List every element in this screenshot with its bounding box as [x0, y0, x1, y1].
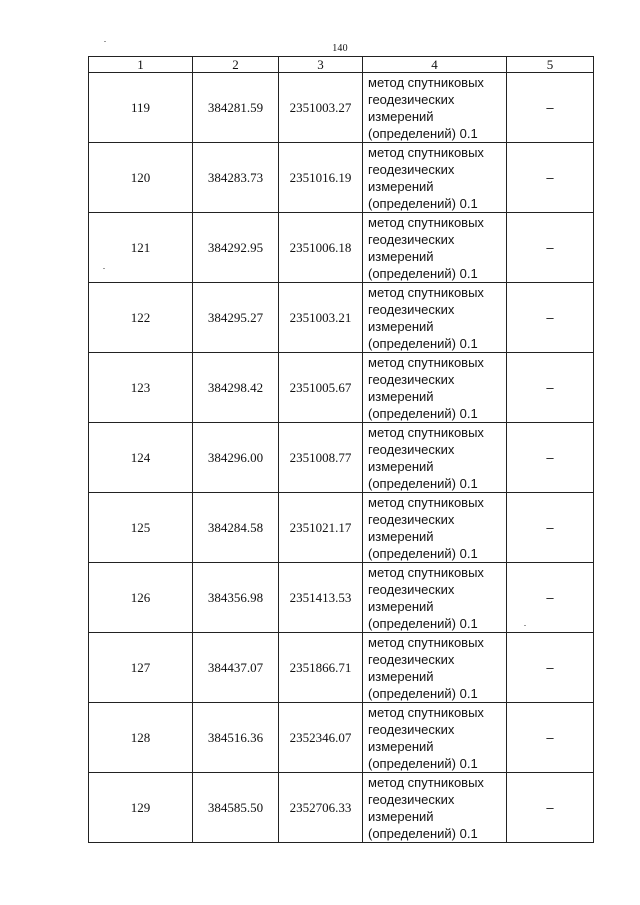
- method-line: метод спутниковых: [368, 704, 484, 720]
- method-line: метод спутниковых: [368, 214, 484, 230]
- note-dash: –: [507, 703, 594, 773]
- coordinate-x: 384295.27: [193, 283, 279, 353]
- note-dash: –: [507, 773, 594, 843]
- method-line: метод спутниковых: [368, 74, 484, 90]
- column-header-x: 2: [193, 57, 279, 73]
- method-cell: [363, 423, 507, 493]
- method-line: метод спутниковых: [368, 284, 484, 300]
- method-cell: [363, 143, 507, 213]
- method-line: геодезических: [368, 721, 455, 737]
- method-line: (определений) 0.1: [368, 825, 478, 841]
- method-line: геодезических: [368, 651, 455, 667]
- method-line: измерений: [368, 178, 434, 194]
- page-number: 140: [332, 43, 348, 54]
- method-cell: [363, 773, 507, 843]
- method-line: геодезических: [368, 511, 455, 527]
- method-line: геодезических: [368, 441, 455, 457]
- method-line: измерений: [368, 318, 434, 334]
- table-row: [89, 423, 594, 493]
- coordinate-y: 2352346.07: [279, 703, 363, 773]
- note-dash: –: [507, 73, 594, 143]
- method-line: измерений: [368, 528, 434, 544]
- coordinates-table: [88, 56, 594, 843]
- coordinate-x: 384516.36: [193, 703, 279, 773]
- method-cell: [363, 213, 507, 283]
- method-cell: [363, 283, 507, 353]
- column-header-y: 3: [279, 57, 363, 73]
- table-row: [89, 773, 594, 843]
- method-line: (определений) 0.1: [368, 405, 478, 421]
- point-number: 120: [89, 143, 193, 213]
- coordinate-y: 2351866.71: [279, 633, 363, 703]
- scan-speck: [104, 41, 106, 42]
- note-dash: –: [507, 283, 594, 353]
- method-cell: [363, 703, 507, 773]
- table-row: [89, 703, 594, 773]
- note-dash: –: [507, 563, 594, 633]
- method-line: метод спутниковых: [368, 494, 484, 510]
- method-cell: [363, 353, 507, 423]
- point-number: 126: [89, 563, 193, 633]
- method-line: геодезических: [368, 231, 455, 247]
- method-line: (определений) 0.1: [368, 125, 478, 141]
- method-line: (определений) 0.1: [368, 685, 478, 701]
- point-number: 119: [89, 73, 193, 143]
- method-line: (определений) 0.1: [368, 475, 478, 491]
- coordinate-y: 2352706.33: [279, 773, 363, 843]
- method-line: измерений: [368, 108, 434, 124]
- point-number: 125: [89, 493, 193, 563]
- method-line: геодезических: [368, 791, 455, 807]
- table-row: [89, 143, 594, 213]
- point-number: 121: [89, 213, 193, 283]
- method-line: метод спутниковых: [368, 144, 484, 160]
- method-cell: [363, 563, 507, 633]
- method-line: (определений) 0.1: [368, 335, 478, 351]
- method-line: (определений) 0.1: [368, 265, 478, 281]
- method-line: метод спутниковых: [368, 424, 484, 440]
- method-cell: [363, 493, 507, 563]
- table-row: [89, 213, 594, 283]
- coordinate-y: 2351413.53: [279, 563, 363, 633]
- note-dash: –: [507, 423, 594, 493]
- method-line: (определений) 0.1: [368, 545, 478, 561]
- method-line: (определений) 0.1: [368, 615, 478, 631]
- table-row: [89, 563, 594, 633]
- method-line: измерений: [368, 248, 434, 264]
- table-row: [89, 283, 594, 353]
- table-header-row: [89, 57, 594, 73]
- method-line: геодезических: [368, 581, 455, 597]
- coordinate-x: 384283.73: [193, 143, 279, 213]
- coordinate-x: 384281.59: [193, 73, 279, 143]
- table-row: [89, 73, 594, 143]
- method-line: измерений: [368, 668, 434, 684]
- method-line: (определений) 0.1: [368, 755, 478, 771]
- coordinate-x: 384437.07: [193, 633, 279, 703]
- point-number: 123: [89, 353, 193, 423]
- method-line: измерений: [368, 388, 434, 404]
- point-number: 128: [89, 703, 193, 773]
- coordinate-x: 384284.58: [193, 493, 279, 563]
- method-line: (определений) 0.1: [368, 195, 478, 211]
- coordinate-x: 384585.50: [193, 773, 279, 843]
- note-dash: –: [507, 143, 594, 213]
- method-line: измерений: [368, 808, 434, 824]
- column-header-method: 4: [363, 57, 507, 73]
- table-row: [89, 633, 594, 703]
- method-line: метод спутниковых: [368, 564, 484, 580]
- method-line: метод спутниковых: [368, 634, 484, 650]
- column-header-number: 1: [89, 57, 193, 73]
- point-number: 122: [89, 283, 193, 353]
- coordinate-y: 2351016.19: [279, 143, 363, 213]
- table-row: [89, 353, 594, 423]
- note-dash: –: [507, 633, 594, 703]
- method-line: геодезических: [368, 301, 455, 317]
- coordinate-x: 384298.42: [193, 353, 279, 423]
- method-line: метод спутниковых: [368, 354, 484, 370]
- method-line: измерений: [368, 458, 434, 474]
- point-number: 127: [89, 633, 193, 703]
- method-line: геодезических: [368, 161, 455, 177]
- column-header-note: 5: [507, 57, 594, 73]
- coordinate-y: 2351003.27: [279, 73, 363, 143]
- coordinate-y: 2351021.17: [279, 493, 363, 563]
- note-dash: –: [507, 213, 594, 283]
- point-number: 124: [89, 423, 193, 493]
- method-line: геодезических: [368, 91, 455, 107]
- table-row: [89, 493, 594, 563]
- method-cell: [363, 73, 507, 143]
- coordinate-y: 2351005.67: [279, 353, 363, 423]
- coordinate-y: 2351003.21: [279, 283, 363, 353]
- method-line: геодезических: [368, 371, 455, 387]
- method-line: метод спутниковых: [368, 774, 484, 790]
- method-line: измерений: [368, 738, 434, 754]
- coordinate-x: 384356.98: [193, 563, 279, 633]
- coordinate-x: 384292.95: [193, 213, 279, 283]
- note-dash: –: [507, 353, 594, 423]
- coordinate-x: 384296.00: [193, 423, 279, 493]
- method-line: измерений: [368, 598, 434, 614]
- point-number: 129: [89, 773, 193, 843]
- note-dash: –: [507, 493, 594, 563]
- coordinate-y: 2351008.77: [279, 423, 363, 493]
- coordinate-y: 2351006.18: [279, 213, 363, 283]
- method-cell: [363, 633, 507, 703]
